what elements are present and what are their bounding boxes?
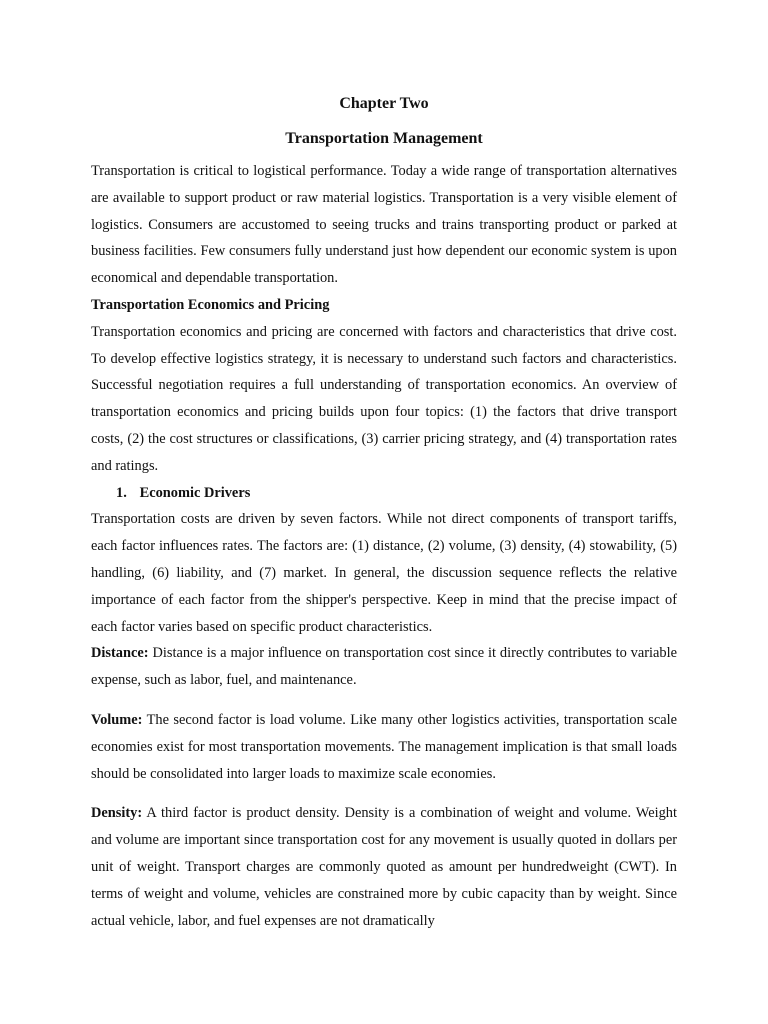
distance-paragraph [91, 640, 677, 694]
section-paragraph: Transportation economics and pricing are concerned with factors and characteristics that drive cost. To develop effective logistics strategy, it is necessary to understand such factors and characteristics. Successful negotiation requires a full understanding of transportation economics. An overview of transportation economics and pricing builds upon four topics: (1) the factors that drive transport costs, (2) the cost structures or classifications, (3) carrier pricing strategy, and (4) transportation rates and ratings. [91, 323, 677, 474]
subsection-title: Economic Drivers [139, 484, 251, 501]
distance-label: Distance: [91, 645, 149, 662]
chapter-label: Chapter Two [339, 95, 429, 112]
section-heading: Transportation Economics and Pricing [91, 296, 330, 313]
subsection-number: 1. [116, 484, 127, 501]
volume-text: The second factor is load volume. Like many other logistics activities, transportation scale economies exist for most transportation movements. The management implication is that small loads should be consolidated into larger loads to maximize scale economies. [91, 711, 677, 782]
document-page [91, 91, 677, 934]
volume-paragraph [91, 707, 677, 787]
density-paragraph [91, 800, 677, 934]
page-title: Transportation Management [285, 130, 483, 147]
volume-label: Volume: [91, 711, 143, 728]
drivers-paragraph: Transportation costs are driven by seven factors. While not direct components of transport tariffs, each factor influences rates. The factors are: (1) distance, (2) volume, (3) density, (4) stowability, (5) handling, (6) liability, and (7) market. In general, the discussion sequence reflects the relative importance of each factor from the shipper's perspective. Keep in mind that the precise impact of each factor varies based on specific product characteristics. [91, 511, 677, 635]
intro-paragraph: Transportation is critical to logistical performance. Today a wide range of transportation alternatives are available to support product or raw material logistics. Transportation is a very visible element of logistics. Consumers are accustomed to seeing trucks and trains transporting product or parked at business facilities. Few consumers fully understand just how dependent our economic system is upon economical and dependable transportation. [91, 163, 677, 287]
density-text: A third factor is product density. Density is a combination of weight and volume. Weight and volume are important since transportation cost for any movement is usually quoted in dollars per unit of weight. Transport charges are commonly quoted as amount per hundredweight (CWT). In terms of weight and volume, vehicles are constrained more by cubic capacity than by weight. Since actual vehicle, labor, and fuel expenses are not dramatically [91, 805, 677, 929]
distance-text: Distance is a major influence on transportation cost since it directly contributes to variable expense, such as labor, fuel, and maintenance. [91, 645, 677, 689]
subsection-heading [91, 480, 677, 507]
density-label: Density: [91, 805, 143, 822]
